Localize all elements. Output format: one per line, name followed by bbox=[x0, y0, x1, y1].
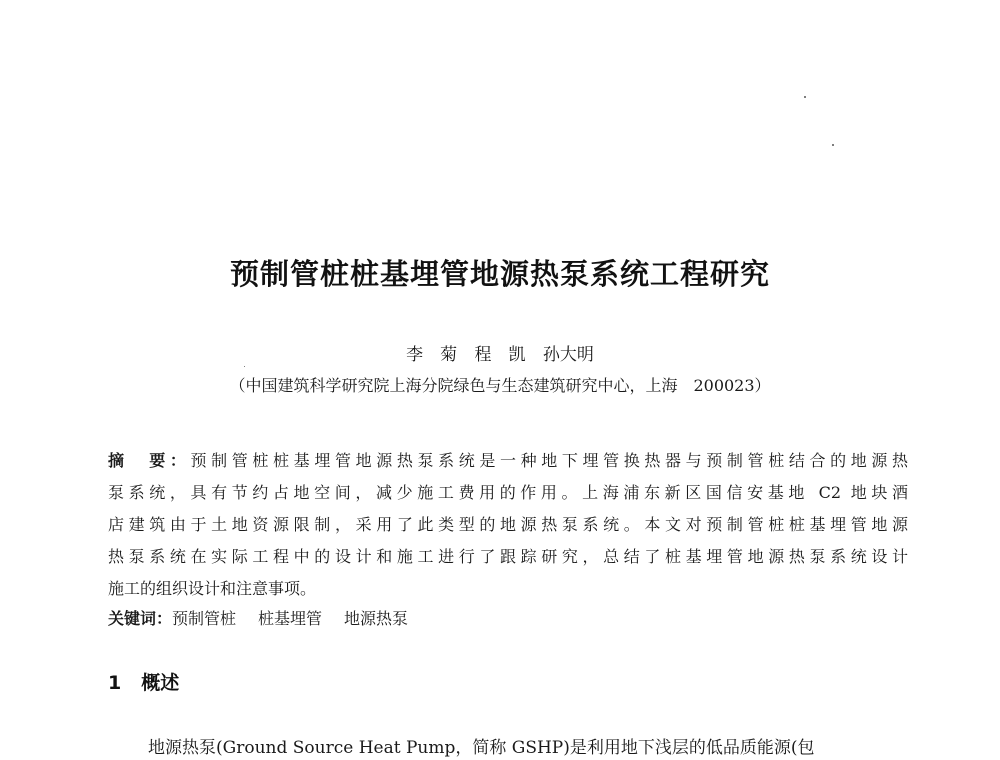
section-title: 概述 bbox=[141, 672, 180, 694]
keyword: 地源热泵 bbox=[344, 609, 409, 628]
abstract-line: 泵系统，具有节约占地空间，减少施工费用的作用。上海浦东新区国信安基地 C2 地块酒 bbox=[108, 483, 908, 502]
abstract-text: 预制管桩桩基埋管地源热泵系统是一种地下埋管换热器与预制管桩结合的地源热 bbox=[190, 451, 908, 470]
keyword: 预制管桩 bbox=[172, 609, 237, 628]
keyword: 桩基埋管 bbox=[258, 609, 323, 628]
abstract-line: 热泵系统在实际工程中的设计和施工进行了跟踪研究，总结了桩基埋管地源热泵系统设计 bbox=[108, 547, 908, 566]
section-number: 1 bbox=[108, 672, 122, 694]
abstract-label: 摘 要： bbox=[108, 451, 191, 470]
scan-speck bbox=[244, 366, 245, 367]
paper-title: 预制管桩桩基埋管地源热泵系统工程研究 bbox=[229, 257, 770, 291]
author-name: 孙大明 bbox=[542, 345, 594, 365]
body-paragraph: 地源热泵(Ground Source Heat Pump，简称 GSHP)是利用地下浅层的低品质能源(包 bbox=[148, 738, 815, 758]
keywords bbox=[108, 606, 430, 629]
author-name: 李 菊 bbox=[406, 345, 458, 365]
abstract-line bbox=[108, 445, 908, 477]
abstract-line: 施工的组织设计和注意事项。 bbox=[108, 579, 317, 598]
abstract bbox=[108, 445, 908, 605]
author-name: 程 凯 bbox=[474, 345, 526, 365]
scan-speck bbox=[804, 96, 806, 98]
section-heading bbox=[108, 668, 179, 695]
affiliation: （中国建筑科学研究院上海分院绿色与生态建筑研究中心，上海 200023） bbox=[229, 376, 771, 395]
keywords-label: 关键词： bbox=[108, 609, 173, 628]
author-list bbox=[0, 340, 1000, 365]
scan-speck bbox=[832, 144, 834, 146]
abstract-line: 店建筑由于土地资源限制，采用了此类型的地源热泵系统。本文对预制管桩桩基埋管地源 bbox=[108, 515, 908, 534]
